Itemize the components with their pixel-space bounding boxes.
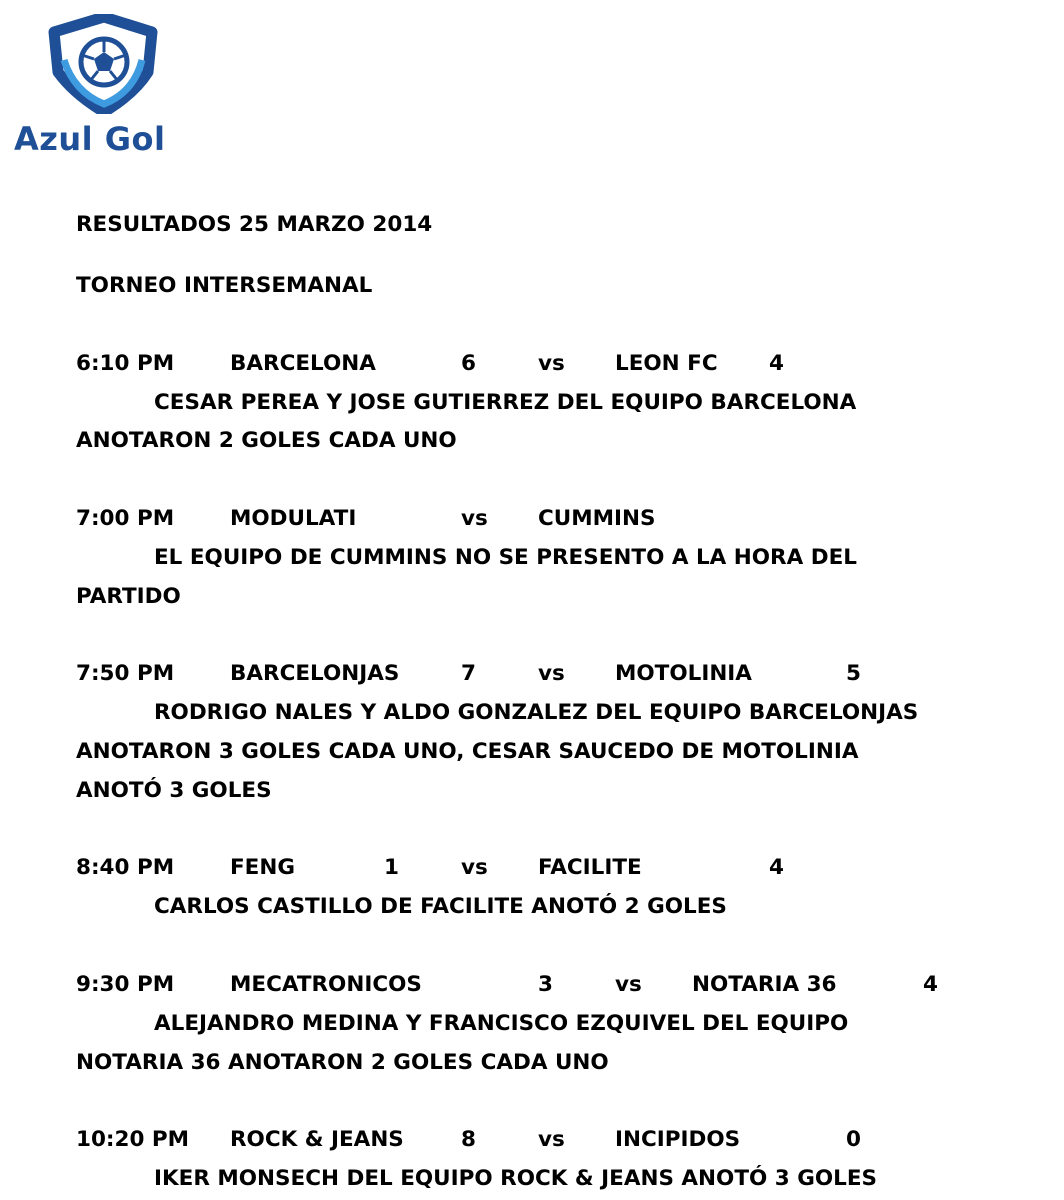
home-score: 6 [461,351,476,376]
match-note-line: ANOTARON 3 GOLES CADA UNO, CESAR SAUCEDO DE MOTOLINIA [76,739,859,764]
vs-label: vs [615,972,642,997]
match-note-line: NOTARIA 36 ANOTARON 2 GOLES CADA UNO [76,1050,609,1075]
tournament-name: TORNEO INTERSEMANAL [76,273,373,298]
soccer-ball-shield-icon [34,14,174,114]
away-team: LEON FC [615,351,718,376]
match-note-line: CESAR PEREA Y JOSE GUTIERREZ DEL EQUIPO BARCELONA [154,390,857,415]
away-team: CUMMINS [538,506,656,531]
match-note-line: ANOTÓ 3 GOLES [76,778,272,803]
vs-label: vs [538,661,565,686]
home-team: ROCK & JEANS [230,1127,404,1152]
match-time: 9:30 PM [76,972,175,997]
match-note-line: CARLOS CASTILLO DE FACILITE ANOTÓ 2 GOLES [154,894,727,919]
home-team: FENG [230,855,296,880]
match-note-line: RODRIGO NALES Y ALDO GONZALEZ DEL EQUIPO BARCELONJAS [154,700,919,725]
home-score: 3 [538,972,553,997]
match-note-line: EL EQUIPO DE CUMMINS NO SE PRESENTO A LA HORA DEL [154,545,857,570]
page-title: RESULTADOS 25 MARZO 2014 [76,212,433,237]
vs-label: vs [461,855,488,880]
away-team: NOTARIA 36 [692,972,837,997]
away-score: 0 [846,1127,861,1152]
azul-gol-logo [14,14,166,159]
vs-label: vs [461,506,488,531]
home-team: MECATRONICOS [230,972,422,997]
home-team: MODULATI [230,506,357,531]
match-time: 10:20 PM [76,1127,190,1152]
home-score: 7 [461,661,476,686]
match-note-line: ANOTARON 2 GOLES CADA UNO [76,428,457,453]
match-time: 6:10 PM [76,351,175,376]
match-note-line: IKER MONSECH DEL EQUIPO ROCK & JEANS ANOTÓ 3 GOLES [154,1166,878,1191]
match-note-line: ALEJANDRO MEDINA Y FRANCISCO EZQUIVEL DEL EQUIPO [154,1011,849,1036]
match-note-line: PARTIDO [76,584,181,609]
away-team: INCIPIDOS [615,1127,741,1152]
match-time: 7:50 PM [76,661,175,686]
away-score: 4 [769,855,784,880]
away-score: 5 [846,661,861,686]
home-team: BARCELONA [230,351,376,376]
match-time: 7:00 PM [76,506,175,531]
away-team: FACILITE [538,855,642,880]
away-team: MOTOLINIA [615,661,752,686]
home-score: 8 [461,1127,476,1152]
logo-text: Azul Gol [14,120,166,158]
home-team: BARCELONJAS [230,661,400,686]
vs-label: vs [538,351,565,376]
vs-label: vs [538,1127,565,1152]
away-score: 4 [769,351,784,376]
away-score: 4 [923,972,938,997]
match-time: 8:40 PM [76,855,175,880]
home-score: 1 [384,855,399,880]
